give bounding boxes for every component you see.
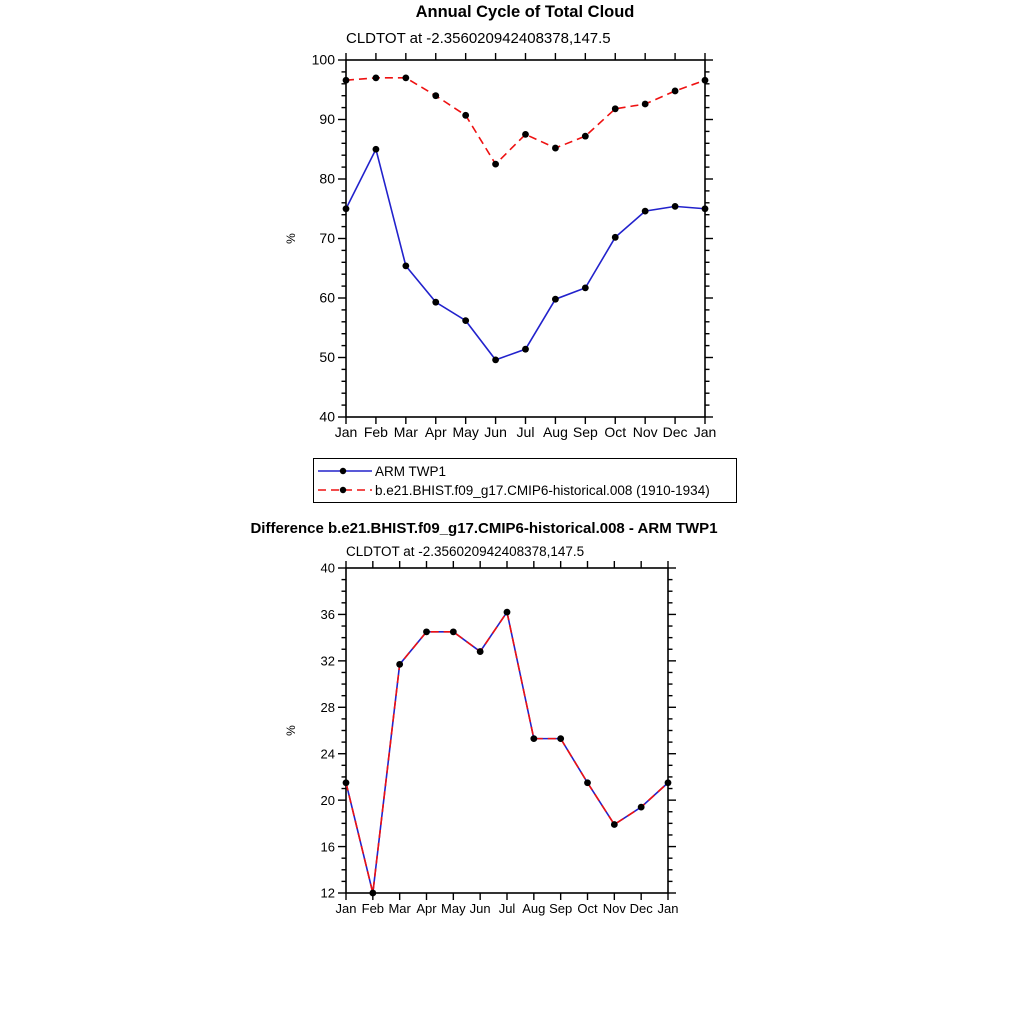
chart1-ylabel: % (284, 233, 298, 244)
chart1-ticks (338, 53, 713, 424)
svg-text:Feb: Feb (361, 901, 385, 916)
svg-text:100: 100 (311, 51, 335, 68)
svg-text:90: 90 (319, 111, 335, 128)
svg-text:28: 28 (320, 699, 335, 715)
chart1-series-1-markers (343, 74, 709, 167)
svg-text:Jan: Jan (657, 901, 679, 916)
chart1-series-0-markers (343, 146, 709, 363)
svg-text:12: 12 (320, 885, 335, 901)
chart2-ylabel: % (284, 725, 298, 736)
svg-text:60: 60 (319, 289, 335, 306)
svg-text:Oct: Oct (577, 901, 598, 916)
chart1-frame (346, 60, 705, 417)
legend-entry-1 (318, 481, 732, 500)
svg-text:Jun: Jun (484, 424, 507, 440)
chart2-series-0-overlay-dashed (346, 612, 668, 893)
chart2-left-string: CLDTOT at -2.356020942408378,147.5 (346, 544, 585, 559)
legend-entry-0 (318, 462, 732, 481)
chart1-left-string: CLDTOT at -2.356020942408378,147.5 (346, 30, 611, 47)
chart2-title: Difference b.e21.BHIST.f09_g17.CMIP6-historical.008 - ARM TWP1 (250, 520, 718, 537)
svg-text:70: 70 (319, 230, 335, 247)
chart2-plot (284, 561, 678, 916)
svg-text:Nov: Nov (632, 424, 658, 440)
svg-text:80: 80 (319, 170, 335, 187)
svg-text:Jan: Jan (334, 424, 358, 440)
legend-label: b.e21.BHIST.f09_g17.CMIP6-historical.008 (1910-1934) (375, 482, 710, 498)
svg-text:Jul: Jul (516, 424, 535, 440)
svg-text:Oct: Oct (604, 424, 627, 440)
chart1-series-0-line (346, 149, 705, 360)
chart1-plot (284, 52, 716, 440)
svg-text:Dec: Dec (629, 901, 653, 916)
chart2-frame (346, 568, 668, 893)
svg-text:Jun: Jun (469, 901, 491, 916)
chart1-legend (313, 458, 737, 503)
svg-text:May: May (441, 901, 466, 916)
svg-text:36: 36 (320, 607, 335, 623)
svg-text:Mar: Mar (388, 901, 411, 916)
svg-text:50: 50 (319, 349, 335, 366)
legend-label: ARM TWP1 (375, 463, 447, 479)
svg-text:Aug: Aug (542, 424, 568, 440)
svg-text:40: 40 (320, 560, 335, 576)
svg-text:Aug: Aug (522, 901, 546, 916)
svg-text:20: 20 (320, 792, 335, 808)
svg-text:Nov: Nov (602, 901, 626, 916)
svg-text:Sep: Sep (549, 901, 573, 916)
chart2-tick-labels (321, 561, 679, 916)
legend-line-sample-icon (318, 463, 372, 479)
svg-text:Dec: Dec (662, 424, 688, 440)
svg-text:Sep: Sep (572, 424, 598, 440)
svg-text:32: 32 (320, 653, 335, 669)
svg-text:Jan: Jan (693, 424, 717, 440)
chart2-series-0-markers (343, 609, 672, 897)
svg-text:Jan: Jan (335, 901, 357, 916)
svg-text:24: 24 (320, 746, 335, 762)
svg-text:May: May (452, 424, 479, 440)
chart1-series-1-line (346, 78, 705, 164)
svg-text:Feb: Feb (363, 424, 388, 440)
svg-text:40: 40 (319, 408, 335, 425)
svg-text:Apr: Apr (416, 901, 437, 916)
chart1-title: Annual Cycle of Total Cloud (415, 3, 635, 21)
chart1-tick-labels (312, 52, 717, 440)
svg-text:Mar: Mar (393, 424, 418, 440)
legend-line-sample-icon (318, 482, 372, 498)
svg-text:16: 16 (320, 839, 335, 855)
svg-text:Apr: Apr (424, 424, 447, 440)
chart2-series-0-line (346, 612, 668, 893)
svg-text:Jul: Jul (498, 901, 516, 916)
